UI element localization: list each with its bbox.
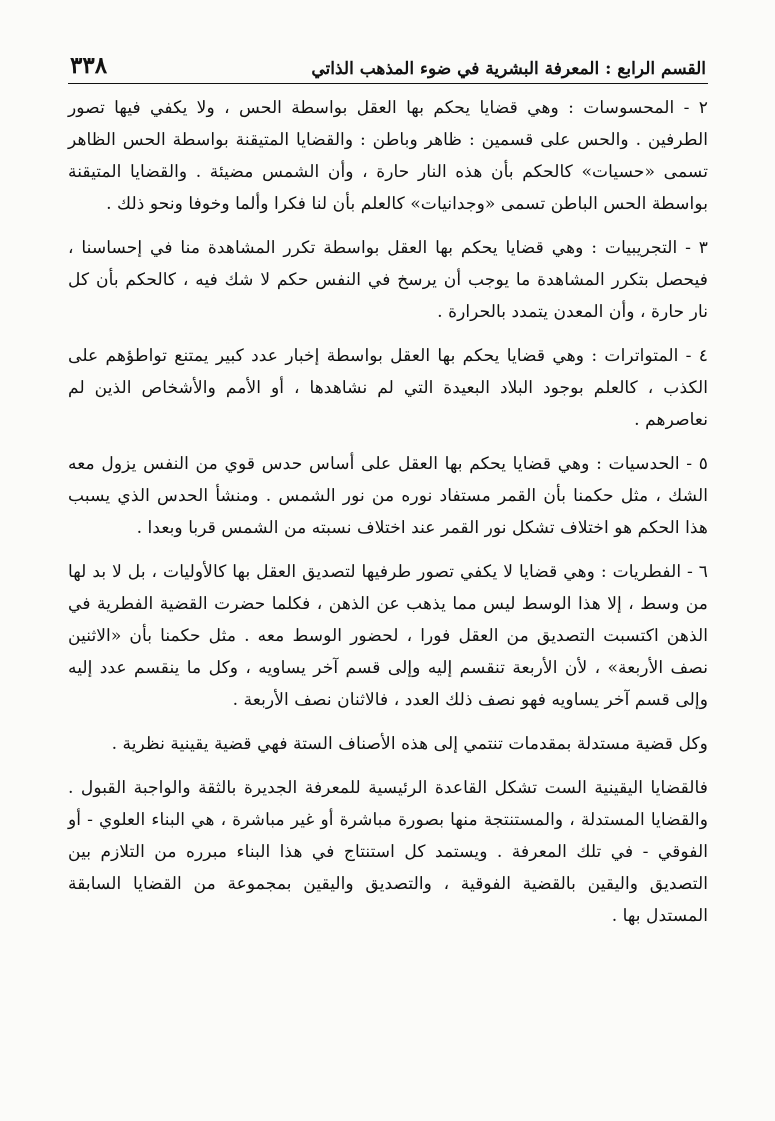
running-header bbox=[68, 52, 708, 83]
paragraph-inferred-propositions: وكل قضية مستدلة بمقدمات تنتمي إلى هذه الأصناف الستة فهي قضية يقينية نظرية . bbox=[111, 734, 708, 754]
page-body bbox=[68, 92, 708, 932]
page-number: ٣٣٨ bbox=[70, 52, 108, 79]
paragraph-item-2-sensibles: ٢ - المحسوسات : وهي قضايا يحكم بها العقل بواسطة الحس ، ولا يكفي فيها تصور الطرفين . والحس على قسمين : ظاهر وباطن : والقضايا المتيقنة بواسطة الحس الظاهر تسمى «حسيات» كالحكم بأن هذه النار حارة ، وأن الشمس مضيئة . والقضايا المتيقنة بواسطة الحس الباطن تسمى «وجدانيات» كالعلم بأن لنا فكرا وألما وخوفا ونحو ذلك . bbox=[68, 98, 708, 214]
paragraph-item-4-mutawatirat: ٤ - المتواترات : وهي قضايا يحكم بها العقل بواسطة إخبار عدد كبير يمتنع تواطؤهم على الكذب ، كالعلم بوجود البلاد البعيدة التي لم نشاهدها ، أو الأمم والأشخاص الذين لم نعاصرهم . bbox=[68, 346, 708, 430]
paragraph-item-5-intuitives: ٥ - الحدسيات : وهي قضايا يحكم بها العقل على أساس حدس قوي من النفس يزول معه الشك ، مثل حكمنا بأن القمر مستفاد نوره من نور الشمس . ومنشأ الحدس الذي يسبب هذا الحكم هو اختلاف تشكل نور القمر عند اختلاف نسبته من الشمس قربا وبعدا . bbox=[68, 454, 708, 538]
header-title: القسم الرابع : المعرفة البشرية في ضوء المذهب الذاتي bbox=[311, 59, 706, 79]
header-rule bbox=[68, 83, 708, 84]
paragraph-conclusion: فالقضايا اليقينية الست تشكل القاعدة الرئيسية للمعرفة الجديرة بالثقة والواجبة القبول . والقضايا المستدلة ، والمستنتجة منها بصورة مباشرة أو غير مباشرة ، هي البناء العلوي - أو الفوقي - في تلك المعرفة . ويستمد كل استنتاج في هذا البناء مبرره من التلازم بين التصديق واليقين بالقضية الفوقية ، والتصديق واليقين بمجموعة من القضايا السابقة المستدل بها . bbox=[68, 778, 708, 926]
paragraph-item-3-experimentals: ٣ - التجريبيات : وهي قضايا يحكم بها العقل بواسطة تكرر المشاهدة منا في إحساسنا ، فيحصل بتكرر المشاهدة ما يوجب أن يرسخ في النفس حكم لا شك فيه ، كالحكم بأن كل نار حارة ، وأن المعدن يتمدد بالحرارة . bbox=[68, 238, 708, 322]
paragraph-item-6-innates: ٦ - الفطريات : وهي قضايا لا يكفي تصور طرفيها لتصديق العقل بها كالأوليات ، بل لا بد لها من وسط ، إلا هذا الوسط ليس مما يذهب عن الذهن ، فكلما حضرت القضية الفطرية في الذهن اكتسبت التصديق من العقل فورا ، لحضور الوسط معه . مثل حكمنا بأن «الاثنين نصف الأربعة» ، لأن الأربعة تنقسم إليه وإلى قسم آخر يساويه ، وكل ما ينقسم عدد إليه وإلى قسم آخر يساويه فهو نصف ذلك العدد ، فالاثنان نصف الأربعة . bbox=[68, 562, 708, 710]
